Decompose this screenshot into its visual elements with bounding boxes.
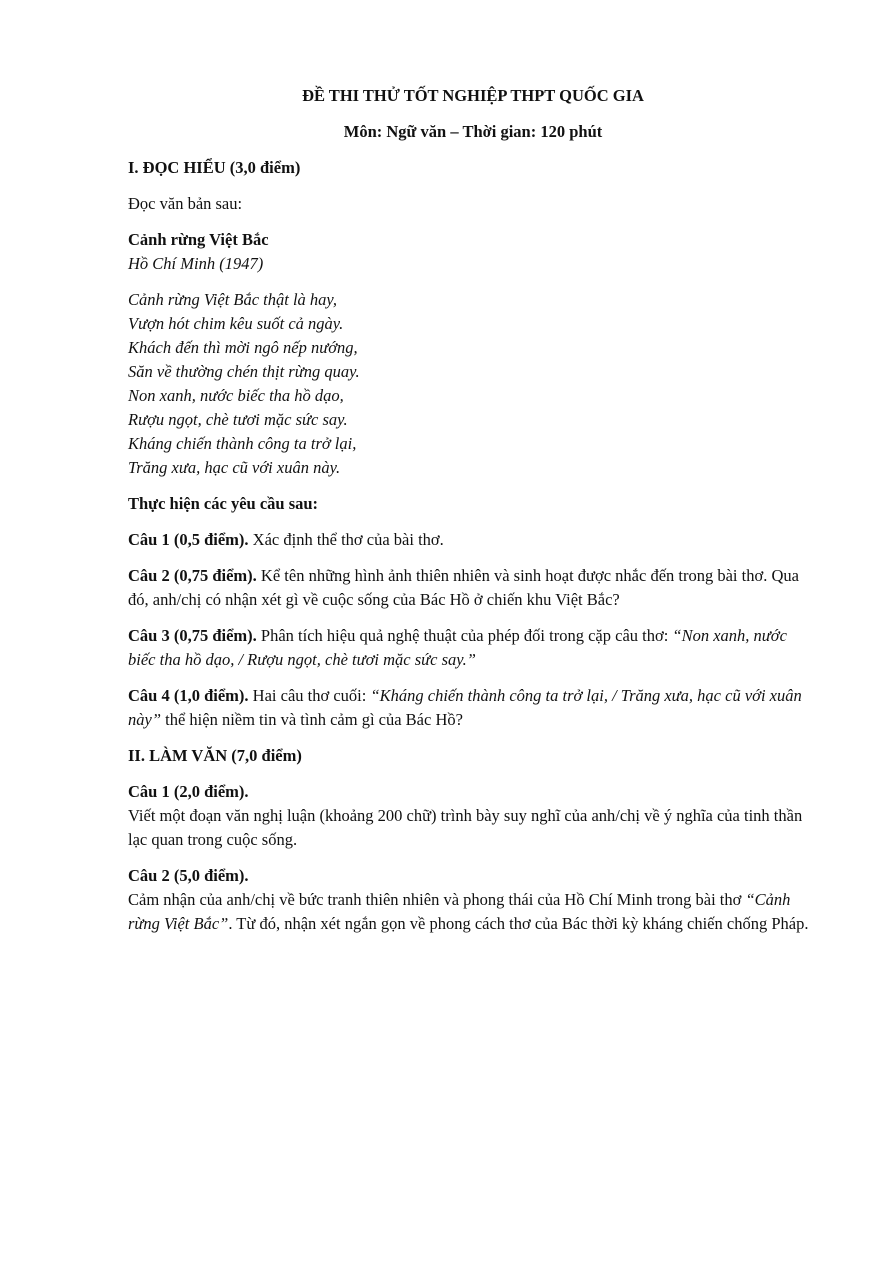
document-body xyxy=(128,84,818,936)
question-quote: “Non xanh, nước biếc tha hồ dạo, / Rượu ngọt, chè tươi mặc sức say.” xyxy=(128,626,787,669)
reading-question-1 xyxy=(128,528,818,552)
writing-question-2 xyxy=(128,864,818,936)
poem-author: Hồ Chí Minh (1947) xyxy=(128,254,264,273)
tasks-heading: Thực hiện các yêu cầu sau: xyxy=(128,494,319,513)
poem-line: Kháng chiến thành công ta trở lại, xyxy=(128,434,357,453)
reading-question-3 xyxy=(128,624,818,672)
exam-title: ĐỀ THI THỬ TỐT NGHIỆP THPT QUỐC GIA xyxy=(302,86,644,105)
question-label: Câu 3 (0,75 điểm). xyxy=(128,626,257,645)
poem-title: Cảnh rừng Việt Bắc xyxy=(128,230,269,249)
part1-heading: I. ĐỌC HIỂU (3,0 điểm) xyxy=(128,158,301,177)
poem-body xyxy=(128,288,818,480)
poem-line: Rượu ngọt, chè tươi mặc sức say. xyxy=(128,410,348,429)
question-text: Cảm nhận của anh/chị về bức tranh thiên nhiên và phong thái của Hồ Chí Minh trong bài thơ xyxy=(128,890,746,909)
exam-subtitle: Môn: Ngữ văn – Thời gian: 120 phút xyxy=(343,122,603,141)
poem-line: Khách đến thì mời ngô nếp nướng, xyxy=(128,338,358,357)
question-text: Xác định thể thơ của bài thơ. xyxy=(248,530,444,549)
question-label: Câu 2 (5,0 điểm). xyxy=(128,866,249,885)
reading-question-4 xyxy=(128,684,818,732)
poem-line: Săn về thường chén thịt rừng quay. xyxy=(128,362,360,381)
question-text: Phân tích hiệu quả nghệ thuật của phép đối trong cặp câu thơ: xyxy=(256,626,673,645)
question-label: Câu 1 (0,5 điểm). xyxy=(128,530,249,549)
poem-header xyxy=(128,228,818,276)
question-text: thể hiện niềm tin và tình cảm gì của Bác Hồ? xyxy=(161,710,463,729)
poem-line: Cảnh rừng Việt Bắc thật là hay, xyxy=(128,290,337,309)
question-label: Câu 2 (0,75 điểm). xyxy=(128,566,257,585)
question-label: Câu 4 (1,0 điểm). xyxy=(128,686,249,705)
writing-question-1 xyxy=(128,780,818,852)
question-text-block xyxy=(128,888,818,936)
question-text: Viết một đoạn văn nghị luận (khoảng 200 chữ) trình bày suy nghĩ của anh/chị về ý nghĩa của tinh thần lạc quan trong cuộc sống. xyxy=(128,806,803,849)
question-text: Kể tên những hình ảnh thiên nhiên và sinh hoạt được nhắc đến trong bài thơ. Qua đó, anh/chị có nhận xét gì về cuộc sống của Bác Hồ ở chiến khu Việt Bắc? xyxy=(128,566,799,609)
question-quote: “Kháng chiến thành công ta trở lại, / Trăng xưa, hạc cũ với xuân này” xyxy=(128,686,802,729)
poem-line: Non xanh, nước biếc tha hồ dạo, xyxy=(128,386,344,405)
question-text: Hai câu thơ cuối: xyxy=(248,686,371,705)
reading-intro: Đọc văn bản sau: xyxy=(128,194,243,213)
poem-line: Trăng xưa, hạc cũ với xuân này. xyxy=(128,458,341,477)
question-text: . Từ đó, nhận xét ngắn gọn về phong cách thơ của Bác thời kỳ kháng chiến chống Pháp. xyxy=(228,914,809,933)
question-label: Câu 1 (2,0 điểm). xyxy=(128,782,249,801)
poem-line: Vượn hót chim kêu suốt cả ngày. xyxy=(128,314,344,333)
part2-heading: II. LÀM VĂN (7,0 điểm) xyxy=(128,746,302,765)
question-quote: “Cảnh rừng Việt Bắc” xyxy=(128,890,791,933)
reading-question-2 xyxy=(128,564,818,612)
